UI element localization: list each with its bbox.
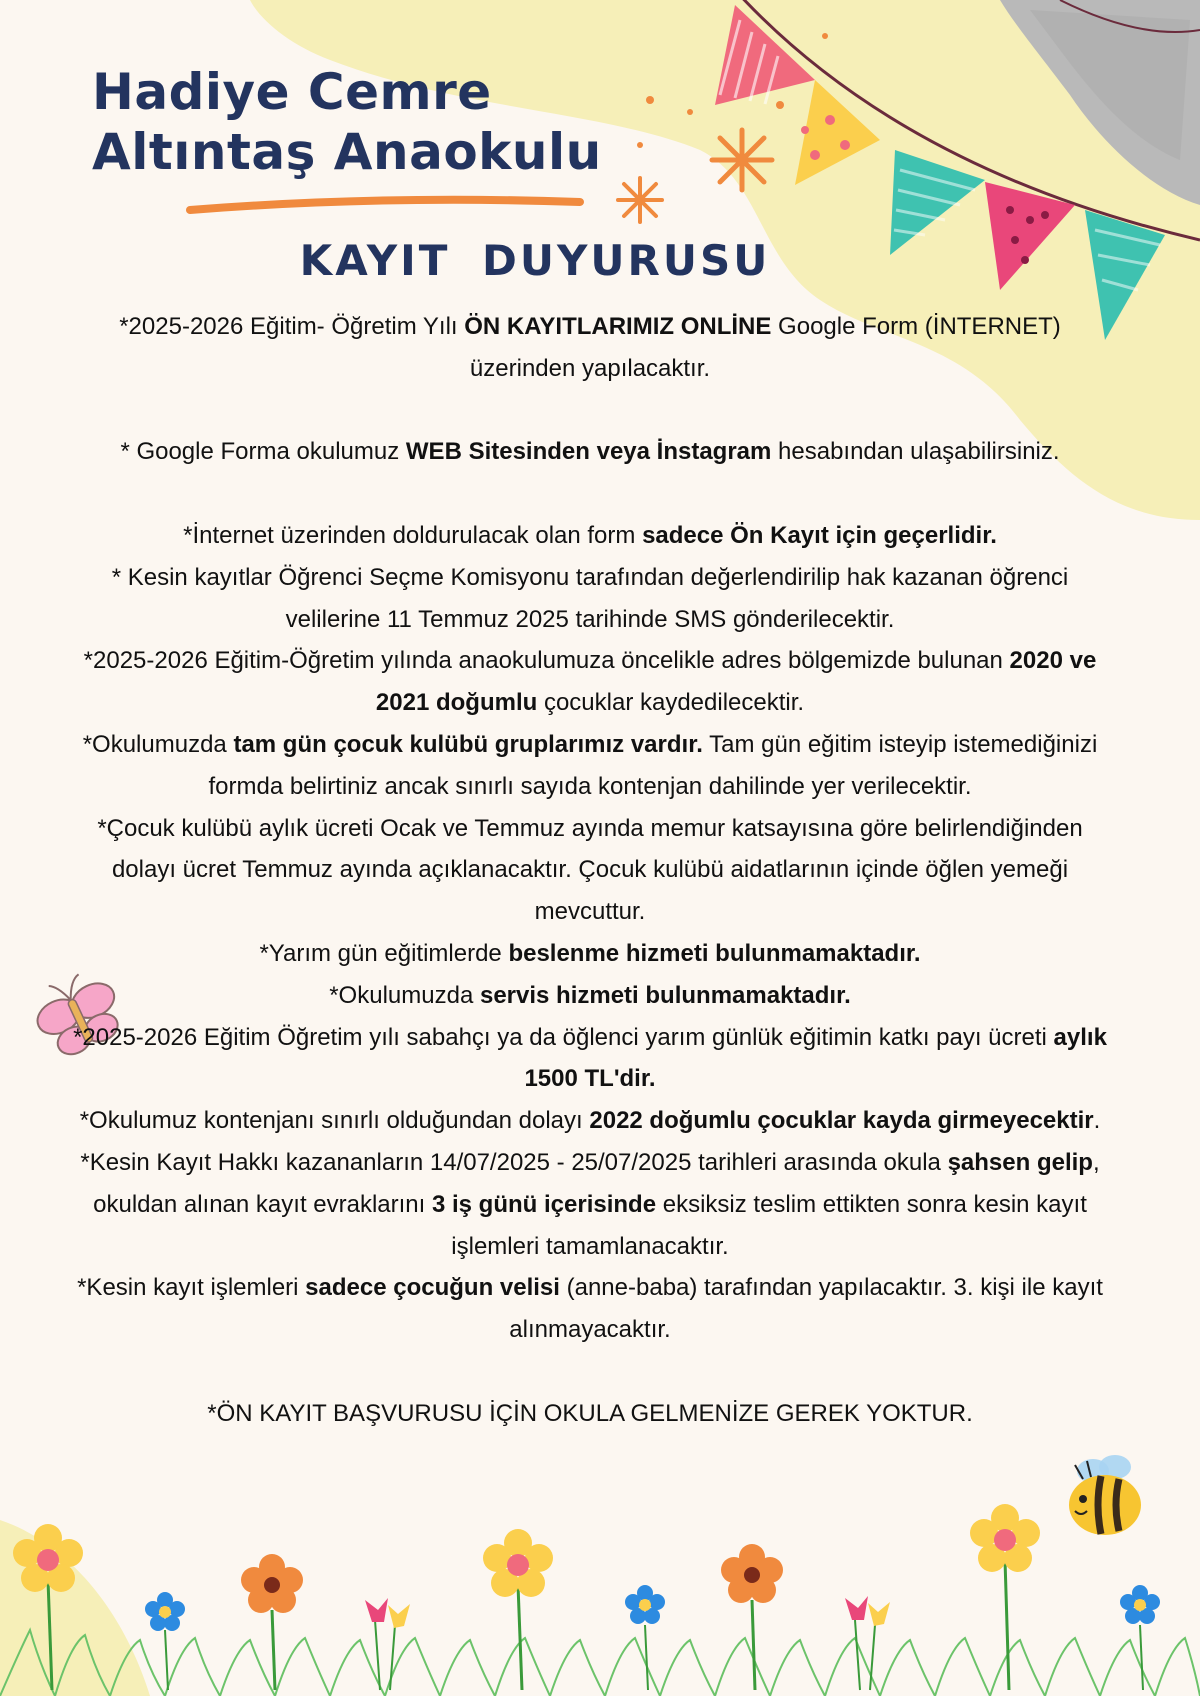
announcement-body xyxy=(70,306,1110,1435)
bold-text: şahsen gelip xyxy=(947,1148,1093,1176)
announcement-paragraph xyxy=(70,515,1110,557)
sparkle-small xyxy=(618,178,662,222)
bee xyxy=(1069,1455,1141,1535)
text-segment: *Okulumuzda xyxy=(82,730,234,758)
text-segment: *Çocuk kulübü aylık ücreti Ocak ve Temmuz ayında memur katsayısına göre belirlendiğinden dolayı ücret Temmuz ayında açıklanacaktır. Çocuk kulübü aidatlarının içinde öğlen yemeği mevcuttur. xyxy=(97,814,1083,926)
announcement-paragraph xyxy=(70,557,1110,641)
text-segment: Google Form (İNTERNET) üzerinden yapılacaktır. xyxy=(469,313,1061,382)
paragraph-spacer xyxy=(70,390,1110,432)
school-name-line-2: Altıntaş Anaokulu xyxy=(92,123,602,181)
text-segment: , okuldan alınan kayıt evraklarını xyxy=(93,1148,1100,1218)
bold-text: tam gün çocuk kulübü gruplarımız vardır. xyxy=(233,730,703,758)
text-segment: hesabından ulaşabilirsiniz. xyxy=(771,438,1060,466)
announcement-paragraph xyxy=(70,1142,1110,1267)
school-name-title xyxy=(92,62,602,182)
announcement-paragraph xyxy=(70,1393,1110,1435)
text-segment: eksiksiz teslim ettikten sonra kesin kayıt işlemleri tamamlanacaktır. xyxy=(451,1190,1087,1260)
text-segment: Tam gün eğitim isteyip istemediğinizi formda belirtiniz ancak sınırlı sayıda kontenjan dahilinde yer verilecektir. xyxy=(208,730,1098,800)
paragraph-spacer xyxy=(70,1351,1110,1393)
text-segment: *2025-2026 Eğitim-Öğretim yılında anaokulumuza öncelikle adres bölgemizde bulunan xyxy=(83,647,1010,675)
bold-text: 3 iş günü içerisinde xyxy=(431,1190,657,1218)
announcement-paragraph xyxy=(70,933,1110,975)
text-segment: *2025-2026 Eğitim- Öğretim Yılı xyxy=(119,313,465,340)
text-segment: *Okulumuzda xyxy=(329,981,480,1009)
announcement-paragraph xyxy=(70,975,1110,1017)
text-segment: (anne-baba) tarafından yapılacaktır. 3. kişi ile kayıt alınmayacaktır. xyxy=(509,1274,1103,1344)
text-segment: *Okulumuz kontenjanı sınırlı olduğundan dolayı xyxy=(79,1107,590,1135)
bold-text: servis hizmeti bulunmamaktadır. xyxy=(479,981,851,1009)
text-segment: * Kesin kayıtlar Öğrenci Seçme Komisyonu tarafından değerlendirilip hak kazanan öğrenci velilerine 11 Temmuz 2025 tarihinde SMS gönderilecektir. xyxy=(111,563,1069,633)
grass xyxy=(0,1630,1200,1696)
text-segment: *İnternet üzerinden doldurulacak olan form xyxy=(183,521,643,549)
bold-text: aylık 1500 TL'dir. xyxy=(524,1023,1107,1093)
bold-text: sadece çocuğun velisi xyxy=(305,1274,560,1302)
bold-text: beslenme hizmeti bulunmamaktadır. xyxy=(508,939,921,967)
text-segment: *2025-2026 Eğitim Öğretim yılı sabahçı ya da öğlenci yarım günlük eğitimin katkı payı ücreti xyxy=(73,1023,1054,1051)
text-segment: * Google Forma okulumuz xyxy=(120,438,406,466)
bold-text: sadece Ön Kayıt için geçerlidir. xyxy=(642,521,997,549)
flowers xyxy=(13,1504,1160,1690)
announcement-paragraph xyxy=(70,640,1110,724)
announcement-paragraph xyxy=(70,1017,1110,1101)
bold-text: ÖN KAYITLARIMIZ ONLİNE xyxy=(464,313,772,340)
school-name-line-1: Hadiye Cemre xyxy=(92,63,492,121)
text-segment: *Kesin kayıt işlemleri xyxy=(77,1274,306,1302)
text-segment: *Yarım gün eğitimlerde xyxy=(259,939,509,967)
sparkle-large xyxy=(712,130,772,190)
paragraph-spacer xyxy=(70,473,1110,515)
announcement-paragraph xyxy=(70,431,1110,473)
announcement-heading: KAYIT DUYURUSU xyxy=(299,236,771,285)
announcement-paragraph xyxy=(70,724,1110,808)
orange-underline xyxy=(190,200,580,210)
text-segment: *Kesin Kayıt Hakkı kazananların 14/07/2025 - 25/07/2025 tarihleri arasında okula xyxy=(80,1148,948,1176)
announcement-paragraph xyxy=(70,1100,1110,1142)
text-segment: çocuklar kaydedilecektir. xyxy=(537,689,805,717)
announcement-paragraph xyxy=(70,808,1110,933)
bold-text: 2020 ve 2021 doğumlu xyxy=(375,647,1097,717)
bold-text: WEB Sitesinden veya İnstagram xyxy=(405,438,772,466)
announcement-paragraph xyxy=(70,306,1110,390)
bold-text: 2022 doğumlu çocuklar kayda girmeyecektir xyxy=(589,1107,1094,1135)
text-segment: *ÖN KAYIT BAŞVURUSU İÇİN OKULA GELMENİZE GEREK YOKTUR. xyxy=(207,1399,973,1427)
announcement-paragraph xyxy=(70,1267,1110,1351)
text-segment: . xyxy=(1093,1107,1101,1135)
